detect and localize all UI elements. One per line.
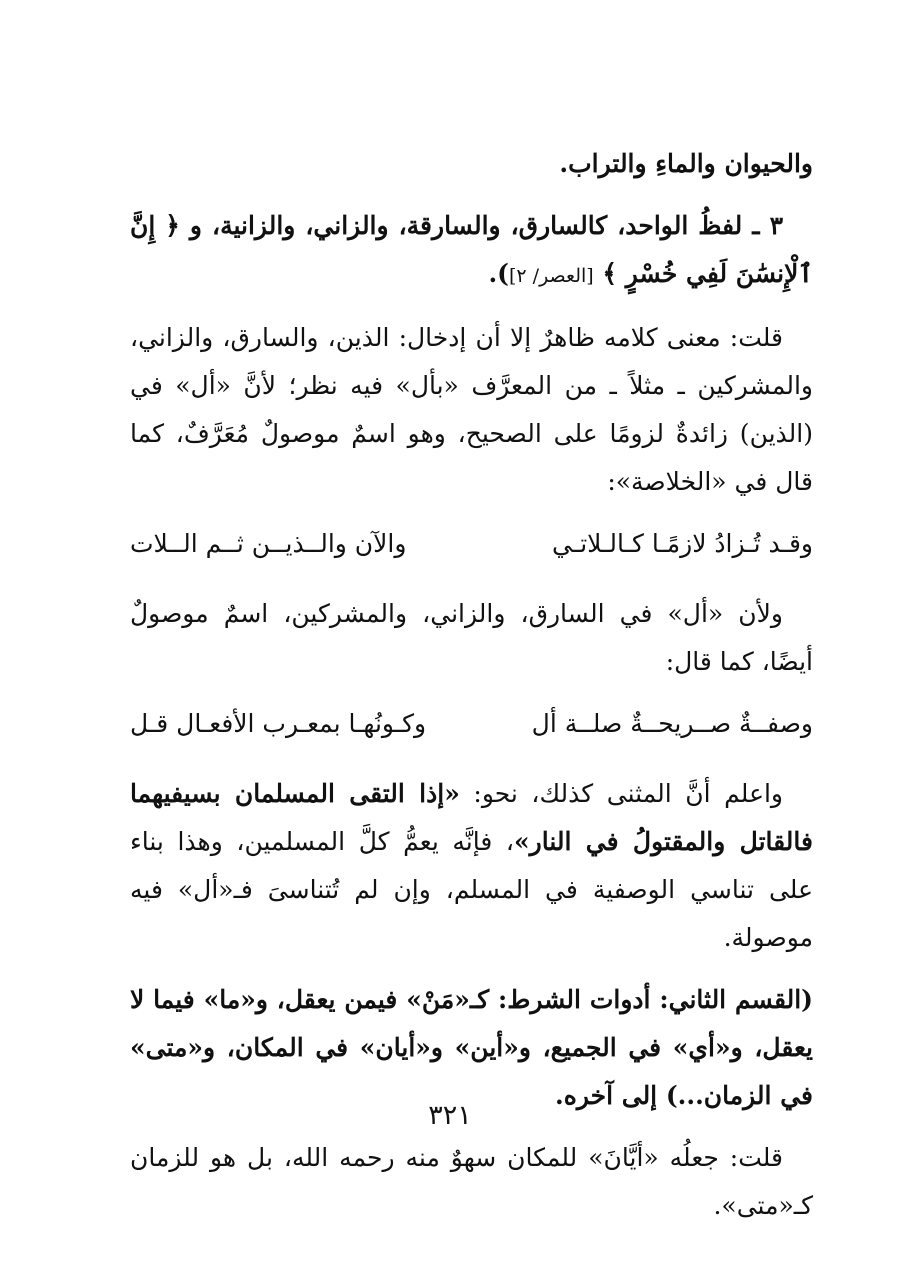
item-3-end: ). [488, 259, 509, 288]
page-body [130, 140, 813, 1244]
verse-2-first-hemistich: وصفــةٌ صــريحــةٌ صلــة أل [531, 709, 813, 738]
poetry-verse-2 [130, 700, 813, 748]
section-two-text: (القسم الثاني: أدوات الشرط: كـ«مَنْ» فيمن يعقل، و«ما» فيما لا يعقل، و«أي» في الجميع، و«أين» و«أيان» في المكان، و«متى» في الزمان...) إلى آخره. [130, 985, 813, 1110]
paragraph-dual [130, 770, 813, 962]
verse-1-second-hemistich: والآن والــذيــن ثــم الــلات [130, 529, 407, 558]
hadith-quote: «إذا التقى المسلمان بسيفيهما فالقاتل والمقتولُ في النار» [130, 779, 813, 856]
page-number: ٣٢١ [428, 1100, 472, 1131]
paragraph-continuation [130, 140, 813, 188]
dual-intro: واعلم أنَّ المثنى كذلك، نحو: [459, 779, 784, 808]
paragraph-comment-1 [130, 314, 813, 506]
poetry-verse-1 [130, 520, 813, 568]
item-3-text: ٣ ـ لفظُ الواحد، كالسارق، والسارقة، والزاني، والزانية، و ﴿ إِنَّ ٱلْإِنسَٰنَ لَفِي خُسْرٍ ﴾ [130, 211, 813, 288]
verse-2-second-hemistich: وكـونُهـا بمعـرب الأفعـال قـل [130, 709, 427, 738]
paragraph-comment-3 [130, 1134, 813, 1230]
comment-1-text: قلت: معنى كلامه ظاهرٌ إلا أن إدخال: الذين، والسارق، والزاني، والمشركين ـ مثلاً ـ من المعرَّف «بأل» فيه نظر؛ لأنَّ «أل» في (الذين) زائدةٌ لزومًا على الصحيح، وهو اسمٌ موصولٌ مُعَرَّفٌ، كما قال في «الخلاصة»: [130, 323, 813, 496]
verse-1-first-hemistich: وقـد تُـزادُ لازمًـا كـالـلاتـي [552, 529, 813, 558]
quran-reference: [العصر/ ٢] [508, 265, 594, 287]
dual-explanation: ، فإنَّه يعمُّ كلَّ المسلمين، وهذا بناء على تناسي الوصفية في المسلم، وإن لم تُتناسىَ فـ«أل» فيه موصولة. [130, 827, 813, 952]
paragraph-comment-2 [130, 590, 813, 686]
paragraph-item-3 [130, 202, 813, 300]
continuation-text: والحيوان والماءِ والتراب. [559, 149, 813, 178]
comment-3-text: قلت: جعلُه «أيَّانَ» للمكان سهوٌ منه رحمه الله، بل هو للزمان كـ«متى». [130, 1143, 813, 1220]
comment-2-text: ولأن «أل» في السارق، والزاني، والمشركين، اسمٌ موصولٌ أيضًا، كما قال: [130, 599, 813, 676]
paragraph-section-two [130, 976, 813, 1120]
